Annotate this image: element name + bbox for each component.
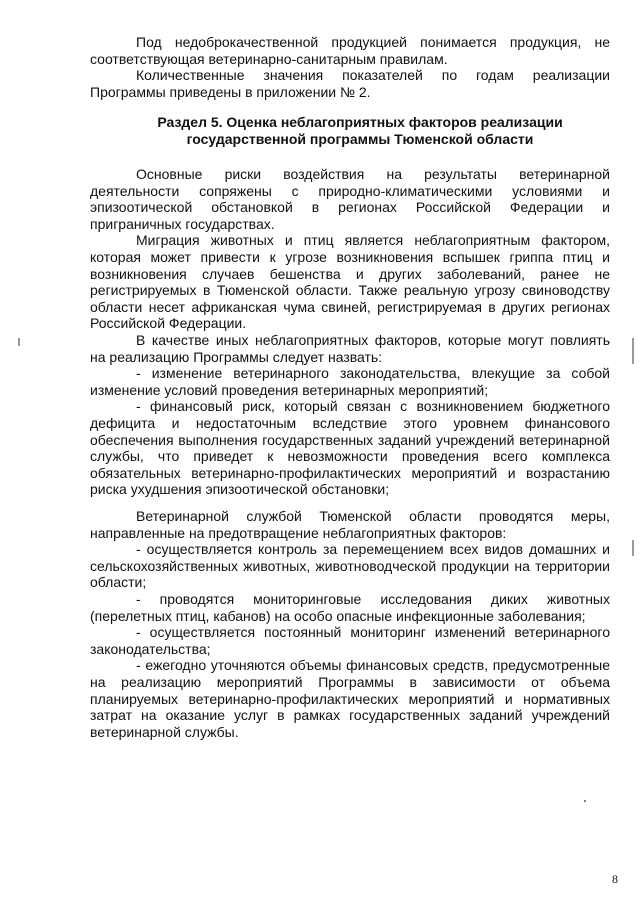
list-item: - проводятся мониторинговые исследования диких животных (перелетных птиц, кабанов) на особо опасные инфекционные заболевания; <box>90 590 610 624</box>
section-heading <box>120 114 600 148</box>
risks-block <box>90 166 610 498</box>
list-item: - осуществляется постоянный мониторинг изменений ветеринарного законодательства; <box>90 624 610 657</box>
scan-edge-mark <box>18 338 20 346</box>
list-item: - ежегодно уточняются объемы финансовых средств, предусмотренные на реализацию мероприятий Программы в зависимости от объема планируемых ветеринарно-профилактических мероприятий и нормативных затрат на оказание услуг в рамках государственных заданий учреждений ветеринарной службы. <box>90 657 610 740</box>
scan-edge-mark <box>632 338 634 364</box>
intro-paragraph: Под недоброкачественной продукцией понимается продукция, не соответствующая ветеринарно-санитарным правилам. <box>90 34 610 67</box>
intro-block <box>90 34 610 100</box>
list-item: - осуществляется контроль за перемещением всех видов домашних и сельскохозяйственных животных, животноводческой продукции на территории области; <box>90 541 610 591</box>
measures-block <box>90 508 610 740</box>
list-item: - финансовый риск, который связан с возникновением бюджетного дефицита и недостаточным вследствие этого уровнем финансового обеспечения выполнения государственных заданий учреждений ветеринарной службы, что приведет к невозможности проведения всего комплекса обязательных ветеринарно-профилактических мероприятий и возрастанию риска ухудшения эпизоотической обстановки; <box>90 398 610 498</box>
section-heading-line: Раздел 5. Оценка неблагоприятных факторов реализации <box>157 114 563 130</box>
intro-paragraph: Количественные значения показателей по годам реализации Программы приведены в приложении № 2. <box>90 67 610 100</box>
scan-speck <box>584 800 586 802</box>
list-item: - изменение ветеринарного законодательства, влекущие за собой изменение условий проведения ветеринарных мероприятий; <box>90 365 610 398</box>
section-heading-line: государственной программы Тюменской области <box>186 131 534 147</box>
body-paragraph: Основные риски воздействия на результаты ветеринарной деятельности сопряжены с природно-климатическими условиями и эпизоотической обстановкой в регионах Российской Федерации и приграничных государствах. <box>90 166 610 232</box>
body-paragraph: Миграция животных и птиц является неблагоприятным фактором, которая может привести к угрозе возникновения вспышек гриппа птиц и возникновения случаев бешенства и других заболеваний, ранее не регистрируемых в Тюменской области. Также реальную угрозу свиноводству области несет африканская чума свиней, регистрируемая в других регионах Российской Федерации. <box>90 232 610 332</box>
body-paragraph: В качестве иных неблагоприятных факторов, которые могут повлиять на реализацию Программы следует назвать: <box>90 331 610 365</box>
page-number: 8 <box>612 872 618 886</box>
body-paragraph: Ветеринарной службой Тюменской области проводятся меры, направленные на предотвращение неблагоприятных факторов: <box>90 508 610 541</box>
scan-edge-mark <box>632 540 634 556</box>
